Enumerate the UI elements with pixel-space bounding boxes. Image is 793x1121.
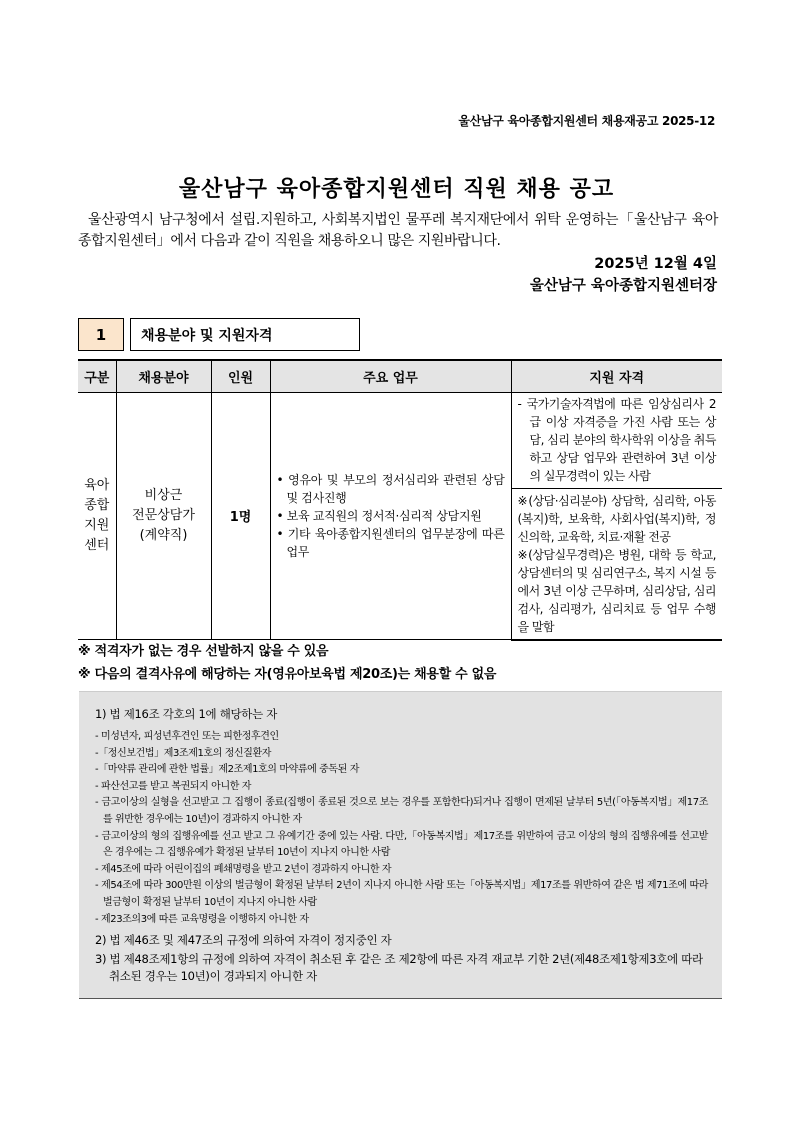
duty-item: • 영유아 및 부모의 정서심리와 관련된 상담 및 검사진행	[276, 472, 505, 505]
list-item: - 제54조에 따라 300만원 이상의 벌금형이 확정된 날부터 2년이 지나지 아니한 사람 또는「아동복지법」제17조를 위반하여 같은 법 제71조에 따라 벌금형이 확정된 날부터 10년이 지나지 아니한 사람	[95, 880, 708, 908]
list-item: -「정신보건법」제3조제1호의 정신질환자	[95, 747, 272, 759]
list-item: - 미성년자, 피성년후견인 또는 피한정후견인	[95, 731, 279, 742]
note-disqualification: ※ 다음의 결격사유에 해당하는 자(영유아보육법 제20조)는 채용할 수 없음	[78, 667, 497, 682]
list-item: - 제23조의3에 따른 교육명령을 이행하지 아니한 자	[95, 913, 309, 925]
qualification-note: ※(상담·심리분야) 상담학, 심리학, 아동(복지)학, 보육학, 사회사업(복지)학, 정신의학, 교육학, 치료·재활 전공	[517, 493, 716, 544]
cell-qualification-notes	[511, 488, 722, 640]
cell-count: 1명	[211, 392, 270, 640]
qualification-note: ※(상담실무경력)은 병원, 대학 등 학교, 상담센터의 및 심리연구소, 복지 시설 등에서 3년 이상 근무하며, 심리상담, 심리검사, 심리평가, 심리치료 등 업무 수행을 말함	[517, 547, 716, 634]
list-item: -「마약류 관리에 관한 법률」제2조제1호의 마약류에 중독된 자	[95, 764, 359, 776]
note-no-eligible: ※ 적격자가 없는 경우 선발하지 않을 수 있음	[78, 644, 329, 659]
table-row	[78, 392, 722, 488]
header-category: 구분	[78, 360, 116, 392]
list-item: - 금고이상의 형의 집행유예를 선고 받고 그 유예기간 중에 있는 사람. 다만,「아동복지법」제17조를 위반하여 금고 이상의 형의 집행유예를 선고받은 경우에는 그 집행유예가 확정된 날부터 10년이 지나지 아니한 사람	[95, 830, 708, 859]
disqualification-box	[79, 691, 722, 999]
section-number: 1	[78, 318, 124, 351]
cell-category: 육아 종합 지원 센터	[78, 392, 116, 640]
list-item: - 제45조에 따라 어린이집의 폐쇄명령을 받고 2년이 경과하지 아니한 자	[95, 863, 392, 875]
list-item: - 파산선고를 받고 복권되지 아니한 자	[95, 780, 252, 792]
section-header	[78, 318, 360, 351]
intro-paragraph: 울산광역시 남구청에서 설립.지원하고, 사회복지법인 물푸레 복지재단에서 위탁 운영하는「울산남구 육아종합지원센터」에서 다음과 같이 직원을 채용하오니 많은 지원바랍니다.	[78, 212, 718, 249]
cell-duties	[270, 392, 511, 640]
cell-field: 비상근 전문상담가 (계약직)	[116, 392, 211, 640]
list-item: - 금고이상의 실형을 선고받고 그 집행이 종료(집행이 종료된 것으로 보는 경우를 포함한다)되거나 집행이 면제된 날부터 5년(「아동복지법」제17조를 위반한 경우에는 10년)이 경과하지 아니한 자	[95, 797, 708, 825]
document-number: 울산남구 육아종합지원센터 채용재공고 2025-12	[458, 114, 715, 128]
section-title: 채용분야 및 지원자격	[130, 318, 360, 351]
duty-item: • 보육 교직원의 정서적·심리적 상담지원	[276, 508, 482, 523]
duty-item: • 기타 육아종합지원센터의 업무분장에 따른 업무	[276, 526, 505, 559]
header-duties: 주요 업무	[270, 360, 511, 392]
page-title: 울산남구 육아종합지원센터 직원 채용 공고	[178, 177, 615, 202]
disqualification-item-2: 2) 법 제46조 및 제47조의 규정에 의하여 자격이 정지중인 자	[95, 933, 392, 948]
recruitment-table	[78, 359, 722, 641]
header-count: 인원	[211, 360, 270, 392]
disqualification-item-3: 3) 법 제48조제1항의 규정에 의하여 자격이 취소된 후 같은 조 제2항에 따른 자격 재교부 기한 2년(제48조제1항제3호에 따라 취소된 경우는 10년)이 경과되지 아니한 자	[95, 952, 703, 984]
header-qualification: 지원 자격	[511, 360, 722, 392]
announcement-date: 2025년 12월 4일	[594, 256, 717, 272]
cell-qualification-main	[511, 392, 722, 488]
issuer-name: 울산남구 육아종합지원센터장	[529, 278, 717, 294]
header-field: 채용분야	[116, 360, 211, 392]
disqualification-sublist	[95, 729, 708, 928]
qualification-text: - 국가기술자격법에 따른 임상심리사 2급 이상 자격증을 가진 사람 또는 상담, 심리 분야의 학사학위 이상을 취득하고 상담 업무와 관련하여 3년 이상의 실무경력이 있는 사람	[517, 396, 716, 483]
disqualification-item-1: 1) 법 제16조 각호의 1에 해당하는 자	[95, 707, 278, 721]
table-header-row	[78, 360, 722, 392]
